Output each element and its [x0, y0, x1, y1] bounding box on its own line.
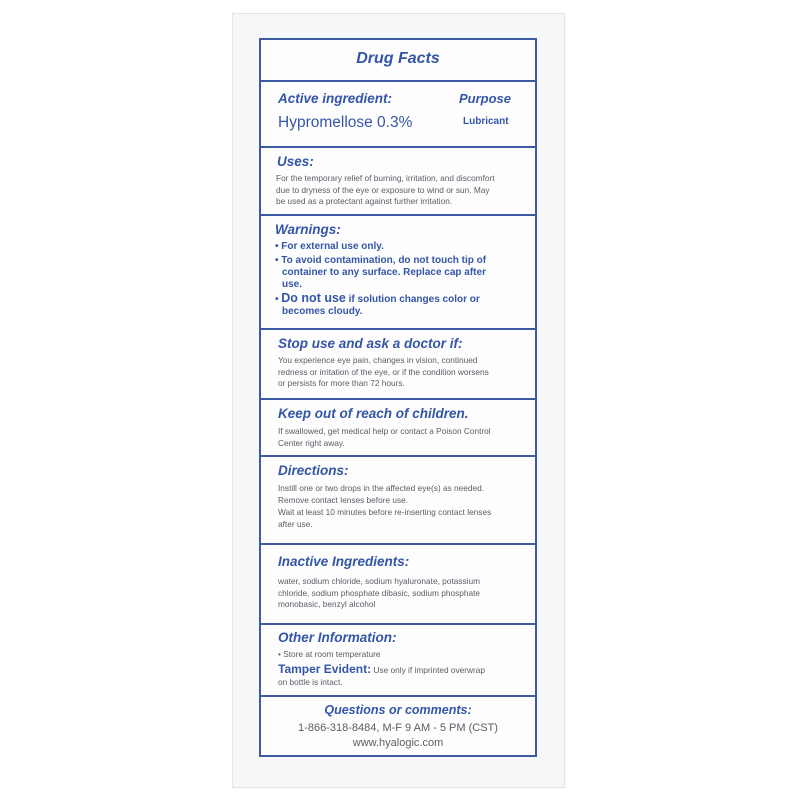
keep-out-text: If swallowed, get medical help or contact a Poison Control Center right away.: [278, 426, 491, 448]
warning-item: • To avoid contamination, do not touch tip of container to any surface. Replace cap after use.: [275, 255, 487, 290]
stop-use-text: You experience eye pain, changes in vision, continued redness or irritation of the eye, or if the condition worsens or persists for more than 72 hours.: [278, 355, 489, 389]
stop-use-heading: Stop use and ask a doctor if:: [278, 336, 463, 351]
phone-number: 1-866-318-8484, M-F 9 AM - 5 PM (CST): [298, 722, 498, 734]
warnings-heading: Warnings:: [275, 222, 341, 237]
active-ingredient-heading: Active ingredient:: [278, 91, 393, 106]
website-link: www.hyalogic.com: [352, 737, 444, 749]
warnings-section: [261, 214, 535, 328]
directions-section: [261, 455, 535, 543]
uses-text: For the temporary relief of burning, irritation, and discomfort due to dryness of the eye or exposure to wind or sun. May be used as a protectant against further irritation.: [276, 173, 495, 207]
other-information-section: [261, 623, 535, 695]
storage-bullet: • Store at room temperature: [278, 649, 381, 659]
uses-section: [261, 146, 535, 214]
uses-heading: Uses:: [277, 154, 314, 169]
inactive-ingredients-heading: Inactive Ingredients:: [278, 554, 410, 569]
stop-use-section: [261, 328, 535, 398]
other-information-heading: Other Information:: [278, 630, 397, 645]
ingredient-value: Hypromellose 0.3%: [278, 114, 413, 131]
questions-section: [261, 695, 535, 757]
purpose-heading: Purpose: [459, 91, 512, 106]
inactive-ingredients-section: [261, 543, 535, 623]
directions-text: Instill one or two drops in the affected eye(s) as needed. Remove contact lenses before use. Wait at least 10 minutes before re-inserting contact lenses after use.: [278, 483, 492, 529]
inactive-ingredients-text: water, sodium chloride, sodium hyaluronate, potassium chloride, sodium phosphate dibasic, sodium phosphate monobasic, benzyl alcohol: [278, 576, 481, 610]
warning-item: • Do not use if solution changes color or becomes cloudy.: [275, 291, 480, 317]
directions-heading: Directions:: [278, 463, 349, 478]
questions-heading: Questions or comments:: [324, 703, 472, 717]
keep-out-heading: Keep out of reach of children.: [278, 406, 469, 421]
purpose-value: Lubricant: [463, 116, 509, 127]
drug-facts-panel: [259, 38, 537, 757]
keep-out-section: [261, 398, 535, 455]
drug-facts-title: Drug Facts: [356, 50, 440, 67]
active-ingredient-section: [261, 80, 535, 148]
tamper-evident-text: Tamper Evident: Use only if imprinted overwrap on bottle is intact.: [278, 662, 486, 687]
warning-item: • For external use only.: [275, 241, 384, 252]
